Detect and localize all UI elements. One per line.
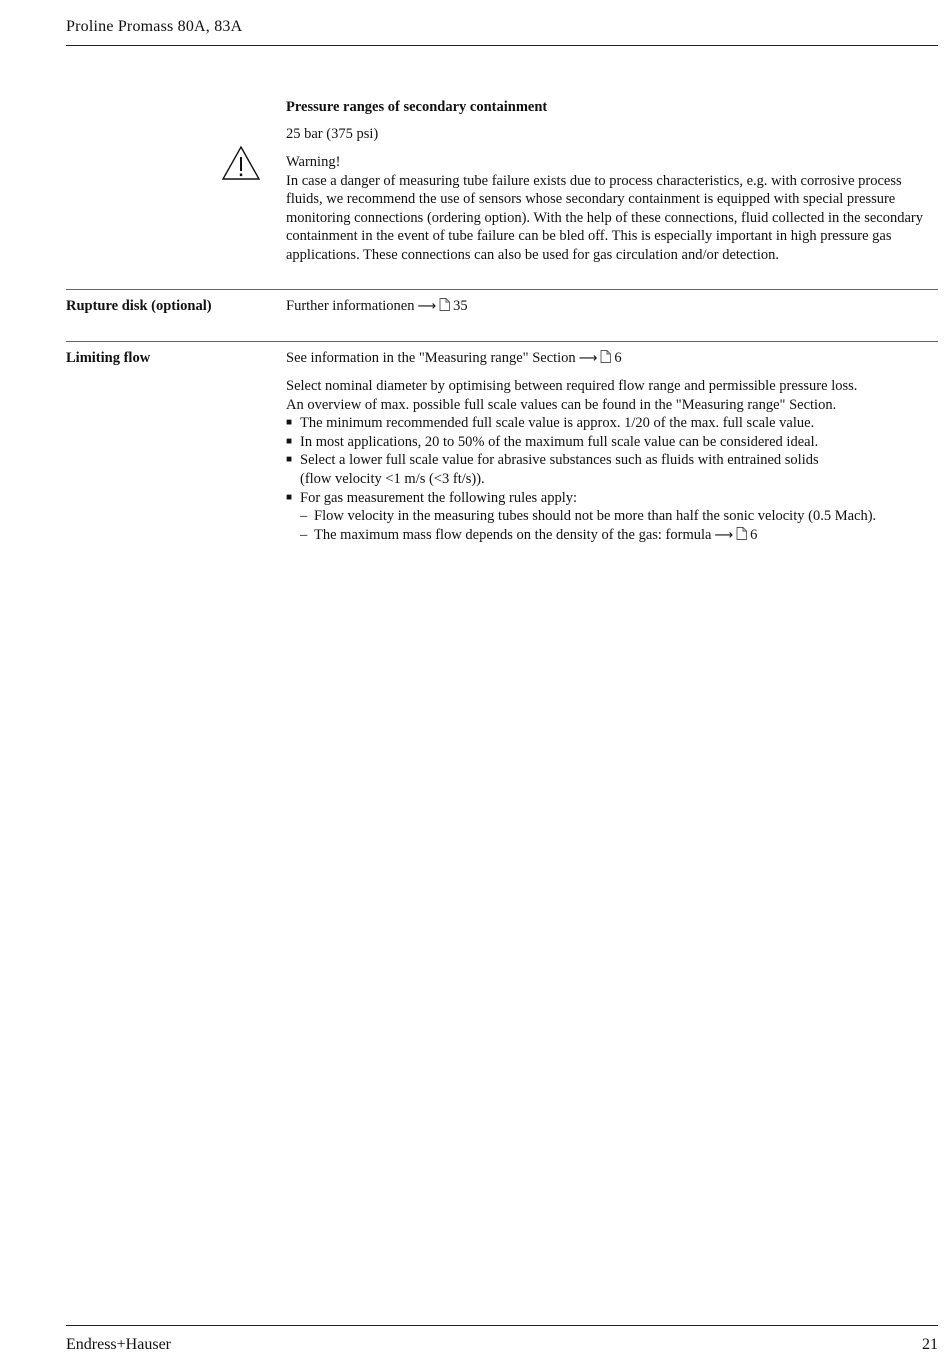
page-reference-icon [736,527,747,540]
arrow-right-icon: ⟶ [417,299,437,314]
sub-list-item: – The maximum mass flow depends on the density of the gas: formula ⟶ 6 [300,526,758,543]
rupture-disk-label: Rupture disk (optional) [66,298,212,314]
bullet-square-icon: ■ [286,491,293,503]
pressure-ranges-heading: Pressure ranges of secondary containment [286,99,548,115]
limiting-flow-details [286,377,938,545]
page-reference-number[interactable]: 6 [750,526,758,543]
sub-list-item: – Flow velocity in the measuring tubes should not be more than half the sonic velocity (0.5 Mach). [300,508,877,525]
warning-text: In case a danger of measuring tube failure exists due to process characteristics, e.g. with corrosive process fluids, we recommend the use of sensors whose secondary containment is equipped with special pressure monitoring connections (ordering option). With the help of these connections, fluid collected in the secondary containment in the event of tube failure can be bled off. This is especially important in high pressure gas applications. These connections can also be used for gas circulation and/or detection. [286,172,923,263]
page-reference-icon [600,350,611,363]
bullet-square-icon: ■ [286,454,293,466]
limiting-flow-label: Limiting flow [66,350,151,366]
page-number: 21 [922,1336,938,1353]
pressure-value: 25 bar (375 psi) [286,126,379,142]
page-header-title: Proline Promass 80A, 83A [66,18,243,35]
list-item: ■ For gas measurement the following rules apply: [286,489,578,506]
rupture-disk-info [286,298,468,315]
paragraph: An overview of max. possible full scale values can be found in the "Measuring range" Section. [286,396,837,413]
page-reference-number[interactable]: 6 [614,350,622,366]
page-reference-icon [439,298,450,311]
page-reference-number[interactable]: 35 [453,298,468,314]
list-item: ■ The minimum recommended full scale value is approx. 1/20 of the max. full scale value. [286,415,815,432]
bullet-square-icon: ■ [286,435,293,447]
warning-icon [221,145,261,181]
footer-divider [66,1325,938,1326]
header-divider [66,45,938,46]
paragraph: Select nominal diameter by optimising between required flow range and permissible pressure loss. [286,378,858,394]
rupture-disk-text: Further informationen [286,298,415,314]
list-item: ■ In most applications, 20 to 50% of the maximum full scale value can be considered ideal. [286,433,819,450]
limiting-flow-reference [286,350,622,367]
bullet-square-icon: ■ [286,417,293,429]
list-item: ■ Select a lower full scale value for abrasive substances such as fluids with entrained solids (flow velocity <1 m/s (<3 ft/s)). [286,452,819,487]
section-divider [66,341,938,342]
arrow-right-icon: ⟶ [714,527,734,543]
footer-brand: Endress+Hauser [66,1336,171,1353]
measuring-range-ref-text: See information in the "Measuring range" Section [286,350,576,366]
warning-note [286,153,938,265]
warning-title: Warning! [286,154,341,170]
arrow-right-icon: ⟶ [578,351,598,366]
section-divider [66,289,938,290]
